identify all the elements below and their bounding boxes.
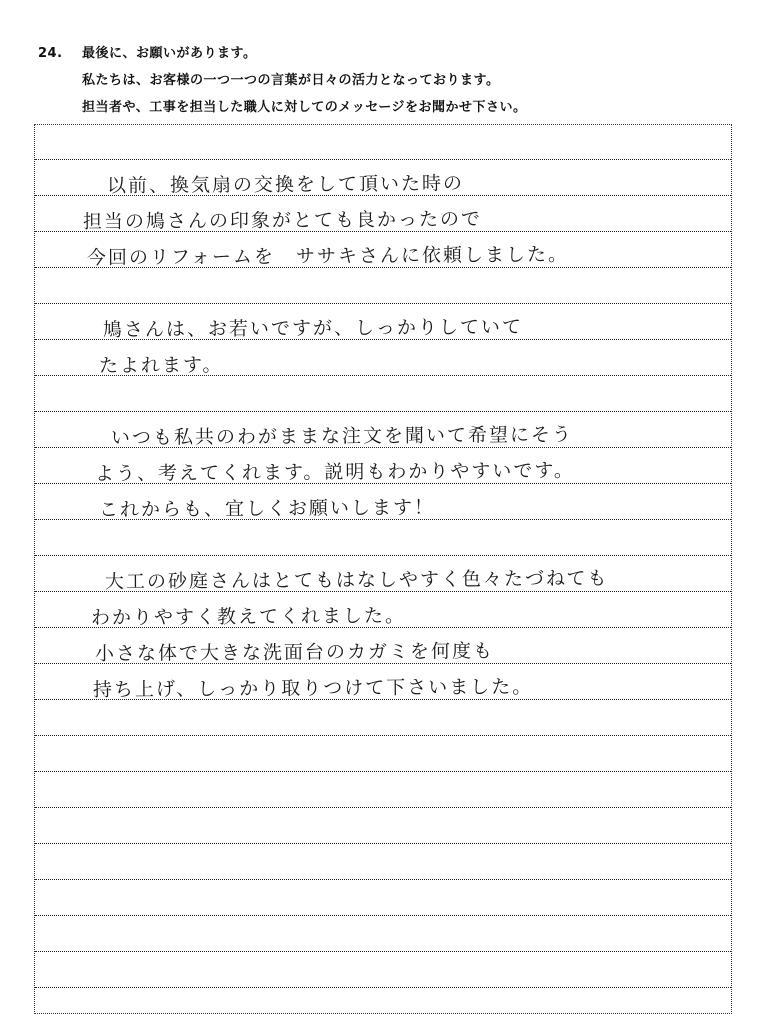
ruled-line [35,555,731,556]
question-title: 最後に、お願いがあります。 [82,46,257,61]
handwritten-line: よう、考えてくれます。説明もわかりやすいです。 [94,459,575,486]
ruled-line [35,771,731,772]
ruled-line [35,987,731,988]
question-description-2: 担当者や、工事を担当した職人に対してのメッセージをお聞かせ下さい。 [82,100,527,115]
question-title-line [38,40,738,67]
handwritten-line: 持ち上げ、しっかり取りつけて下さいました。 [92,675,534,701]
handwritten-line: いつも私共のわがままな注文を聞いて希望にそう [110,423,573,450]
handwritten-line: 鳩さんは、お若いですが、しっかりしていて [102,316,523,342]
ruled-line [35,879,731,880]
answer-box [34,124,732,1014]
question-header [38,40,738,121]
question-number: 24. [38,46,63,61]
ruled-line [35,735,731,736]
ruled-line [35,159,731,160]
handwritten-line: 小さな体で大きな洗面台のカガミを何度も [94,640,494,665]
handwritten-line: たよれます。 [98,354,224,378]
ruled-line [35,807,731,808]
handwritten-line: 担当の鳩さんの印象がとても良かったので [82,208,482,234]
handwritten-line: 以前、換気扇の交換をして頂いた時の [106,172,464,198]
handwritten-line: わかりやすく教えてくれました。 [90,604,407,629]
ruled-line [35,951,731,952]
ruled-line [35,303,731,304]
handwritten-line: 大工の砂庭さんはとてもはなしやすく色々たづねても [104,567,609,593]
question-description-1: 私たちは、お客様の一つ一つの言葉が日々の活力となっております。 [82,73,500,88]
ruled-line [35,411,731,412]
ruled-line [35,915,731,916]
ruled-line [35,843,731,844]
handwritten-line: これからも、宜しくお願いします！ [98,496,436,521]
handwritten-line: 今回のリフォームを ササキさんに依頼しました。 [86,243,570,270]
